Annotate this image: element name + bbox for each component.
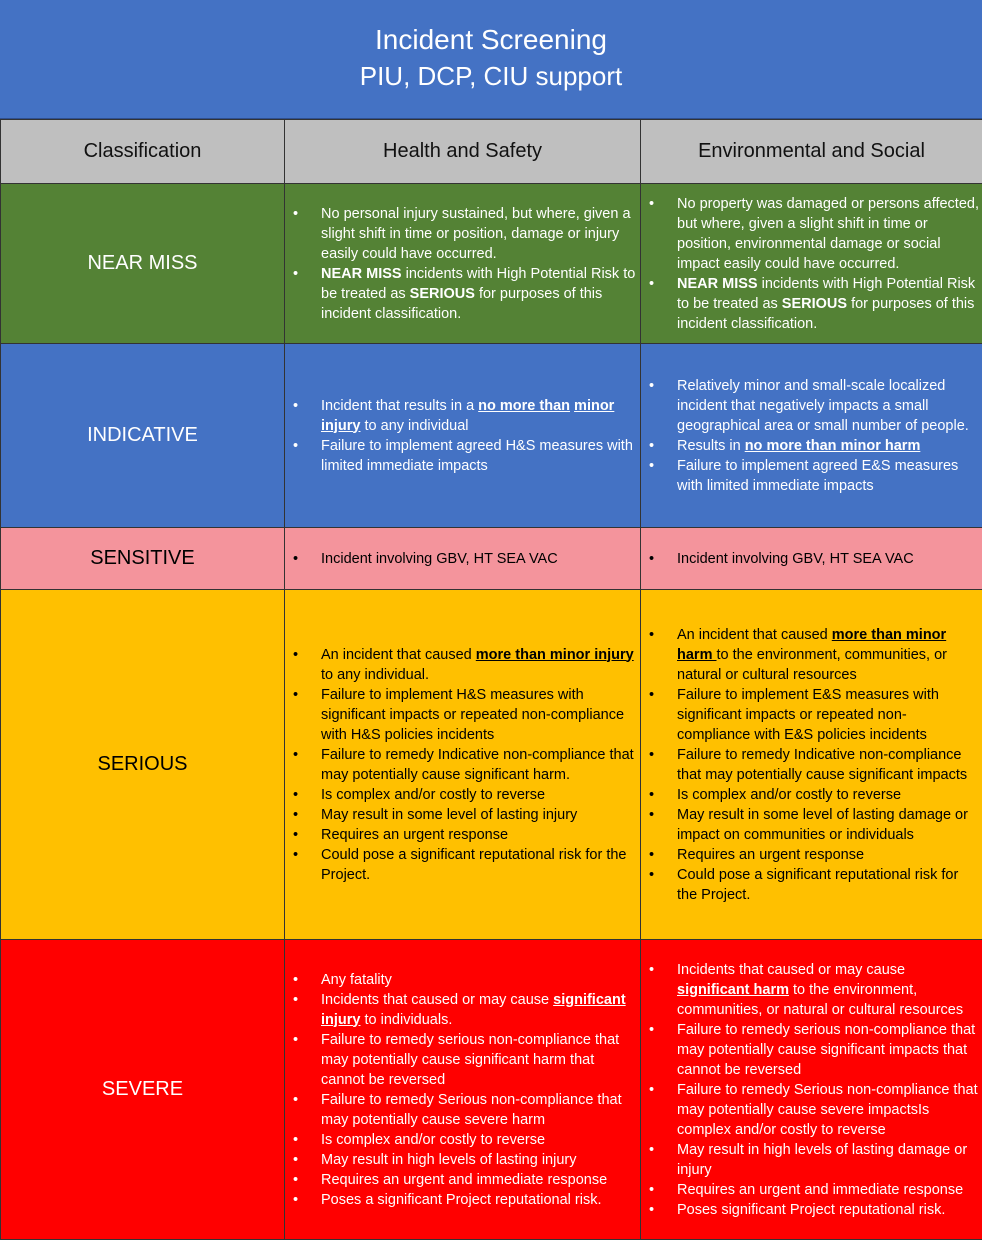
emphasis-text: no more than [478,398,570,414]
list-item [641,1020,980,1080]
incident-classification-table [0,119,982,1240]
list-item [285,745,638,785]
item-text: May result in some level of lasting damage or impact on communities or individuals [677,807,968,843]
item-text: for purposes of this incident classification. [321,286,602,322]
environmental-social-cell [641,344,982,528]
list-item [285,685,638,745]
list-item [285,1150,638,1170]
item-text: Requires an urgent response [321,827,508,843]
table-row [1,184,982,344]
list-item [641,805,980,845]
item-text: Failure to implement E&S measures with significant impacts or repeated non-compliance with E&S policies incidents [677,687,939,743]
list-item [285,549,638,569]
list-item [285,204,638,264]
item-text: Failure to implement agreed H&S measures with limited immediate impacts [321,438,633,474]
list-item [641,194,980,274]
item-text: Could pose a significant reputational risk for the Project. [677,867,958,903]
item-text: Failure to remedy serious non-compliance that may potentially cause significant harm that cannot be reversed [321,1032,619,1088]
list-item [641,845,980,865]
item-text: May result in some level of lasting injury [321,807,577,823]
item-text: Incidents that caused or may cause [321,992,553,1008]
emphasis-text: more than minor harm [677,627,946,663]
table-row [1,344,982,528]
list-item [641,745,980,785]
health-safety-cell [285,940,641,1240]
item-text: Is complex and/or costly to reverse [677,787,901,803]
classification-cell: NEAR MISS [1,184,285,344]
list-item [641,785,980,805]
item-text: Failure to implement H&S measures with significant impacts or repeated non-compliance with H&S policies incidents [321,687,624,743]
item-text: Could pose a significant reputational risk for the Project. [321,847,626,883]
list-item [285,1030,638,1090]
item-text: Is complex and/or costly to reverse [321,787,545,803]
item-text: Any fatality [321,972,392,988]
header-classification: Classification [1,120,285,184]
list-item [285,845,638,885]
environmental-social-cell [641,590,982,940]
list-item [641,274,980,334]
health-safety-cell [285,344,641,528]
title-banner [0,0,982,119]
item-text: Incidents that caused or may cause [677,962,905,978]
bullet-list [285,970,638,1210]
table-row [1,590,982,940]
list-item [641,1180,980,1200]
list-item [641,1080,980,1140]
item-text: May result in high levels of lasting damage or injury [677,1142,967,1178]
item-text: for purposes of this incident classification. [677,296,974,332]
bullet-list [641,194,980,334]
bullet-list [285,645,638,885]
bullet-list [285,549,638,569]
item-text: Relatively minor and small-scale localized incident that negatively impacts a small geographical area or small number of people. [677,378,969,434]
environmental-social-cell [641,528,982,590]
list-item [641,436,980,456]
item-text: No property was damaged or persons affected, but where, given a slight shift in time or position, environmental damage or social impact easily could have occurred. [677,196,979,272]
list-item [285,645,638,685]
item-text: to the environment, communities, or natural or cultural resources [677,982,963,1018]
list-item [285,825,638,845]
item-text: to any individual. [321,667,429,683]
list-item [285,1090,638,1130]
emphasis-text: significant injury [321,992,626,1028]
item-text: incidents with High Potential Risk to be treated as [321,266,635,302]
list-item [285,805,638,825]
list-item [641,960,980,1020]
item-text: Is complex and/or costly to reverse [321,1132,545,1148]
item-text: to individuals. [360,1012,452,1028]
header-environmental-social: Environmental and Social [641,120,982,184]
item-text: No personal injury sustained, but where, given a slight shift in time or position, damage or injury easily could have occurred. [321,206,631,262]
classification-cell: SENSITIVE [1,528,285,590]
item-text: May result in high levels of lasting injury [321,1152,576,1168]
item-text: to any individual [360,418,468,434]
page-subtitle: PIU, DCP, CIU support [0,58,982,94]
item-text: An incident that caused [321,647,476,663]
bullet-list [641,625,980,905]
emphasis-text: NEAR MISS [677,276,758,292]
list-item [641,625,980,685]
item-text: Failure to remedy Serious non-compliance that may potentially cause severe harm [321,1092,622,1128]
classification-cell: SEVERE [1,940,285,1240]
emphasis-text: more than minor injury [476,647,634,663]
header-row [1,120,982,184]
list-item [285,436,638,476]
bullet-list [641,549,980,569]
list-item [641,549,980,569]
health-safety-cell [285,184,641,344]
item-text: Requires an urgent response [677,847,864,863]
health-safety-cell [285,528,641,590]
item-text: Incident that results in a [321,398,478,414]
list-item [285,1190,638,1210]
item-text: Requires an urgent and immediate response [321,1172,607,1188]
bullet-list [641,376,980,496]
item-text: Requires an urgent and immediate response [677,1182,963,1198]
item-text: Incident involving GBV, HT SEA VAC [321,551,558,567]
bullet-list [285,396,638,476]
item-text: Poses significant Project reputational risk. [677,1202,945,1218]
environmental-social-cell [641,184,982,344]
environmental-social-cell [641,940,982,1240]
list-item [285,990,638,1030]
bullet-list [285,204,638,324]
item-text: Failure to remedy Indicative non-compliance that may potentially cause significant impacts [677,747,967,783]
emphasis-text: no more than minor harm [745,438,921,454]
table-row [1,940,982,1240]
item-text: Failure to remedy Indicative non-compliance that may potentially cause significant harm. [321,747,634,783]
header-health-safety: Health and Safety [285,120,641,184]
table-row [1,528,982,590]
item-text: Failure to remedy Serious non-compliance that may potentially cause severe impactsIs complex and/or costly to reverse [677,1082,978,1138]
health-safety-cell [285,590,641,940]
classification-cell: INDICATIVE [1,344,285,528]
emphasis-text: SERIOUS [410,286,475,302]
list-item [285,1130,638,1150]
list-item [641,1140,980,1180]
item-text: Poses a significant Project reputational risk. [321,1192,601,1208]
bullet-list [641,960,980,1220]
list-item [641,376,980,436]
list-item [641,865,980,905]
list-item [285,970,638,990]
item-text: Failure to implement agreed E&S measures with limited immediate impacts [677,458,958,494]
item-text: Results in [677,438,745,454]
item-text: An incident that caused [677,627,832,643]
item-text: to the environment, communities, or natural or cultural resources [677,647,947,683]
item-text: Failure to remedy serious non-compliance that may potentially cause significant impacts that cannot be reversed [677,1022,975,1078]
emphasis-text: SERIOUS [782,296,847,312]
emphasis-text: significant harm [677,982,789,998]
list-item [641,685,980,745]
list-item [641,456,980,496]
item-text: Incident involving GBV, HT SEA VAC [677,551,914,567]
list-item [285,396,638,436]
emphasis-text: NEAR MISS [321,266,402,282]
emphasis-text: minor injury [321,398,614,434]
item-text: incidents with High Potential Risk to be treated as [677,276,975,312]
classification-cell: SERIOUS [1,590,285,940]
list-item [285,1170,638,1190]
list-item [285,264,638,324]
list-item [285,785,638,805]
page-title: Incident Screening [0,22,982,58]
list-item [641,1200,980,1220]
